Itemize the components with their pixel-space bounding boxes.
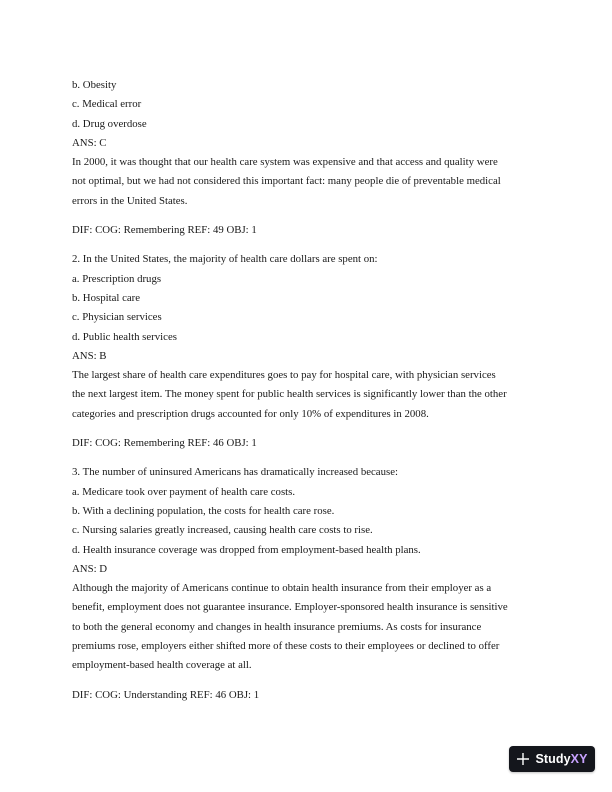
explanation-line: benefit, employment does not guarantee insurance. Employer-sponsored health insurance is sensitive: [72, 601, 508, 614]
answer-option: d. Health insurance coverage was dropped from employment-based health plans.: [72, 543, 421, 556]
question-3-block: [72, 463, 542, 705]
plus-icon: [516, 752, 530, 766]
brand-main: Study: [535, 752, 571, 766]
answer-option: d. Public health services: [72, 330, 177, 343]
studyxy-badge[interactable]: [509, 746, 595, 772]
question-meta: DIF: COG: Understanding REF: 46 OBJ: 1: [72, 688, 260, 701]
answer-option: b. With a declining population, the costs for health care rose.: [72, 504, 335, 517]
explanation-line: The largest share of health care expenditures goes to pay for hospital care, with physician services: [72, 369, 496, 382]
brand-accent: XY: [570, 752, 588, 766]
studyxy-logo-text: [535, 752, 587, 766]
explanation-line: to both the general economy and changes in health insurance premiums. As costs for insurance: [72, 620, 482, 633]
explanation-line: In 2000, it was thought that our health care system was expensive and that access and quality were: [72, 156, 498, 169]
answer-key: ANS: B: [72, 349, 107, 362]
explanation-line: errors in the United States.: [72, 194, 188, 207]
answer-option: c. Physician services: [72, 311, 162, 324]
answer-option: c. Medical error: [72, 98, 142, 111]
question-1-block: [72, 76, 542, 240]
answer-key: ANS: D: [72, 562, 108, 575]
question-text: 3. The number of uninsured Americans has dramatically increased because:: [72, 466, 398, 479]
question-meta: DIF: COG: Remembering REF: 49 OBJ: 1: [72, 224, 257, 237]
answer-option: d. Drug overdose: [72, 117, 147, 130]
explanation-line: employment-based health coverage at all.: [72, 659, 252, 672]
answer-option: b. Hospital care: [72, 291, 141, 304]
question-2-block: [72, 250, 542, 453]
explanation-line: Although the majority of Americans continue to obtain health insurance from their employer as a: [72, 582, 492, 595]
explanation-line: premiums rose, employers either shifted more of these costs to their employees or declined to offer: [72, 640, 500, 653]
answer-key: ANS: C: [72, 136, 107, 149]
answer-option: c. Nursing salaries greatly increased, causing health care costs to rise.: [72, 524, 373, 537]
document-page: [72, 76, 542, 705]
answer-option: a. Medicare took over payment of health care costs.: [72, 485, 296, 498]
question-text: 2. In the United States, the majority of health care dollars are spent on:: [72, 253, 378, 266]
explanation-line: the next largest item. The money spent for public health services is significantly lower than the other: [72, 388, 507, 401]
explanation-line: categories and prescription drugs accounted for only 10% of expenditures in 2008.: [72, 407, 429, 420]
answer-option: a. Prescription drugs: [72, 272, 162, 285]
explanation-line: not optimal, but we had not considered this important fact: many people die of preventable medical: [72, 175, 501, 188]
answer-option: b. Obesity: [72, 79, 117, 91]
question-meta: DIF: COG: Remembering REF: 46 OBJ: 1: [72, 437, 257, 450]
